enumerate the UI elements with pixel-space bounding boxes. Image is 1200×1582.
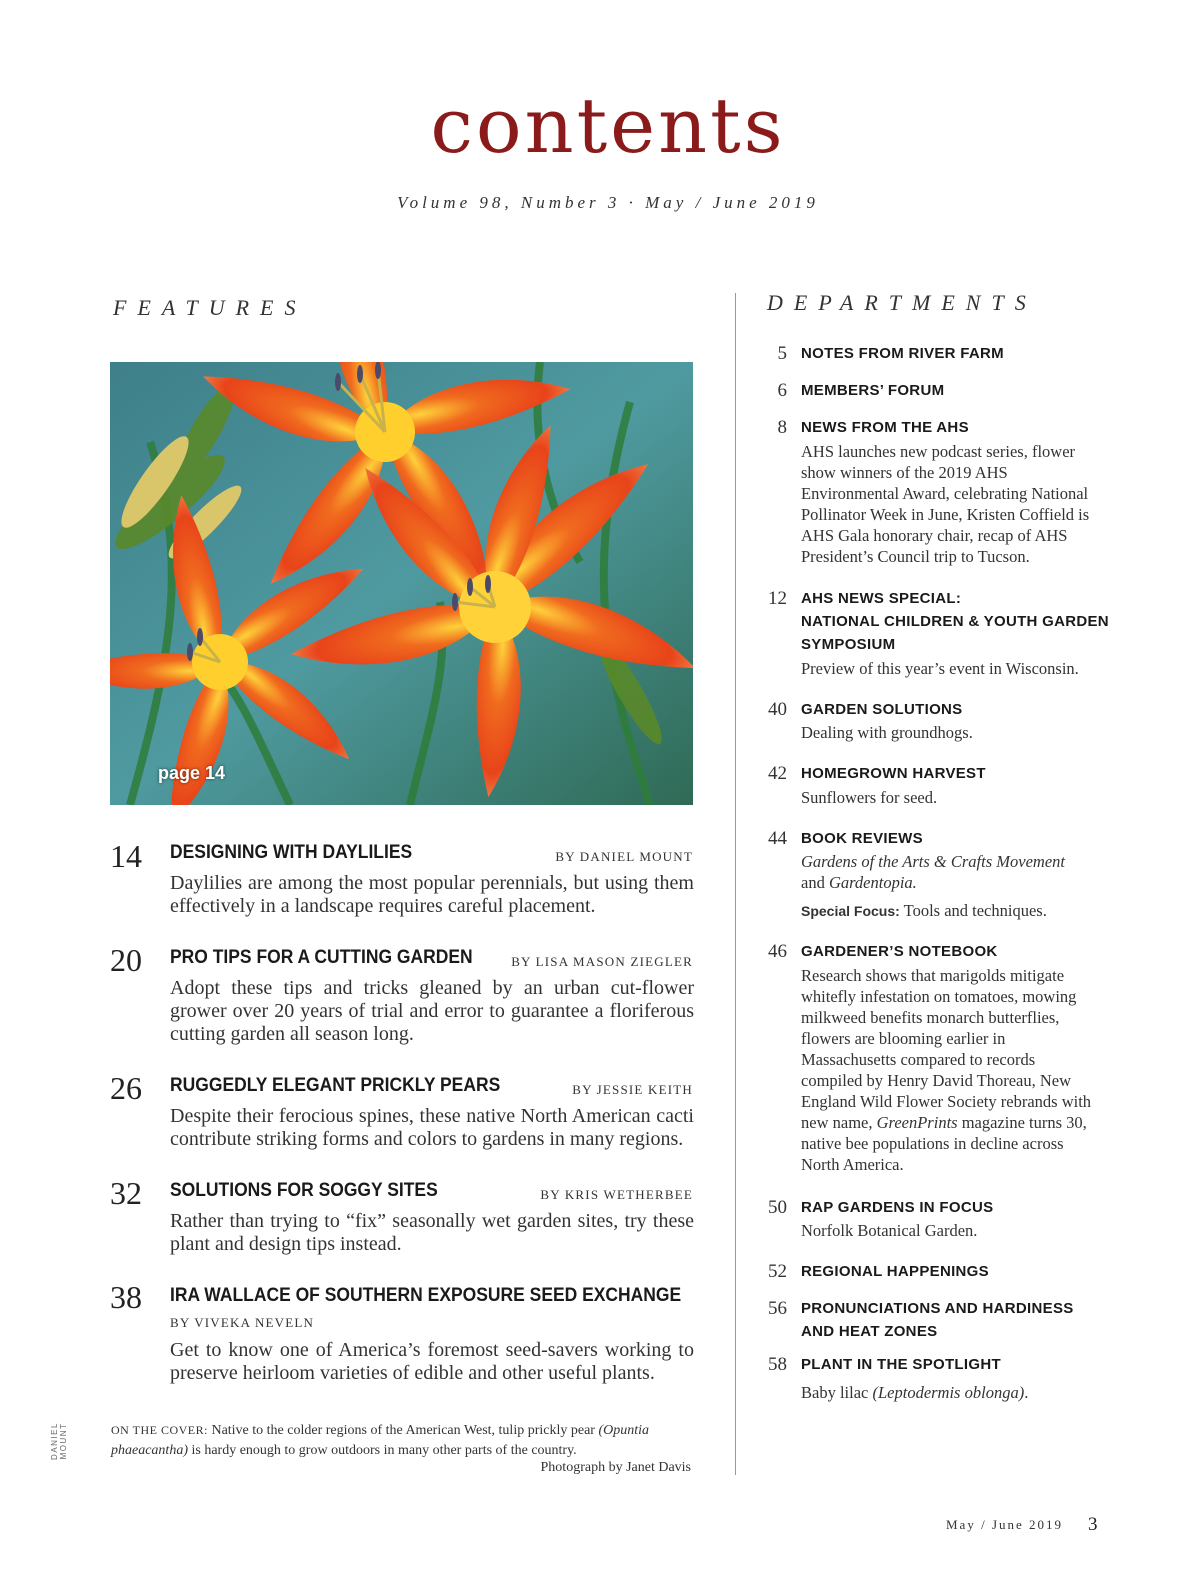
feature-title[interactable]: PRO TIPS FOR A CUTTING GARDEN (170, 947, 473, 968)
feature-title[interactable]: IRA WALLACE OF SOUTHERN EXPOSURE SEED EXCHANGE (170, 1285, 682, 1306)
department-description: Sunflowers for seed. (801, 788, 938, 807)
book-title: Gardens of the Arts & Crafts Movement (801, 852, 1065, 871)
page-title: contents (430, 81, 786, 170)
feature-page-number: 32 (110, 1175, 142, 1211)
department-title[interactable]: NEWS FROM THE AHS (801, 419, 969, 436)
feature-description: Daylilies are among the most popular perennials, but using them effectively in a landscape requires careful placement. (170, 872, 694, 917)
feature-title[interactable]: DESIGNING WITH DAYLILIES (170, 842, 413, 863)
column-divider (735, 293, 736, 1475)
department-title-line[interactable]: SYMPOSIUM (801, 636, 896, 653)
department-page-number: 6 (777, 380, 787, 401)
cover-species: (Opuntia phaeacantha) (111, 1423, 650, 1458)
photo-caption: page 14 (158, 763, 226, 783)
book-conjunction: and (801, 873, 829, 892)
department-title-line[interactable]: AND HEAT ZONES (801, 1323, 938, 1340)
notebook-text-end: magazine turns 30, native bee populations in decline across North America. (801, 1113, 1087, 1174)
daylily-illustration (110, 362, 693, 805)
feature-title[interactable]: SOLUTIONS FOR SOGGY SITES (170, 1180, 438, 1201)
department-description: Dealing with groundhogs. (801, 723, 973, 742)
magazine-title: GreenPrints (876, 1113, 958, 1132)
feature-page-number: 14 (110, 838, 142, 874)
feature-title[interactable]: RUGGEDLY ELEGANT PRICKLY PEARS (170, 1075, 501, 1096)
footer-date: May / June 2019 (946, 1517, 1064, 1532)
department-page-number: 50 (768, 1197, 787, 1218)
department-page-number: 40 (768, 699, 787, 720)
cover-text-end: is hardy enough to grow outdoors in many other parts of the country. (187, 1443, 577, 1458)
department-page-number: 56 (768, 1298, 787, 1319)
feature-description: Adopt these tips and tricks gleaned by an urban cut-flower grower over 20 years of trial and error to guarantee a floriferous cutting garden all season long. (170, 977, 694, 1045)
department-description (801, 851, 1101, 893)
department-page-number: 46 (768, 941, 787, 962)
department-title[interactable]: MEMBERS’ FORUM (801, 382, 945, 399)
book-title: Gardentopia. (828, 873, 917, 892)
cover-label: ON THE COVER: (111, 1423, 208, 1437)
department-title[interactable]: GARDENER’S NOTEBOOK (801, 943, 998, 960)
feature-description: Despite their ferocious spines, these native North American cacti contribute striking forms and colors to gardens in many regions. (170, 1105, 694, 1150)
spotlight-text: Baby lilac (801, 1383, 873, 1402)
department-title[interactable]: NOTES FROM RIVER FARM (801, 345, 1004, 362)
feature-page-number: 38 (110, 1279, 142, 1315)
cover-note (111, 1420, 693, 1461)
department-title[interactable]: RAP GARDENS IN FOCUS (801, 1199, 994, 1216)
cover-photo-credit: Photograph by Janet Davis (540, 1460, 691, 1475)
department-description (801, 1382, 1131, 1403)
feature-page-number: 20 (110, 942, 142, 978)
department-page-number: 5 (777, 343, 787, 364)
department-title[interactable]: AHS NEWS SPECIAL: (801, 590, 962, 607)
department-page-number: 8 (777, 417, 787, 438)
feature-description: Get to know one of America’s foremost seed-savers working to preserve heirloom varieties of edible and other useful plants. (170, 1339, 694, 1384)
department-title[interactable]: REGIONAL HAPPENINGS (801, 1263, 989, 1280)
footer-page-number: 3 (1088, 1514, 1098, 1535)
spotlight-text-end: . (1024, 1383, 1029, 1402)
department-title[interactable]: BOOK REVIEWS (801, 830, 923, 847)
feature-author: BY VIVEKA NEVELN (170, 1315, 315, 1330)
department-page-number: 42 (768, 763, 787, 784)
departments-heading: DEPARTMENTS (767, 290, 1037, 315)
department-description: AHS launches new podcast series, flower show winners of the 2019 AHS Environmental Award, celebrating National Pollinator Week in June, Kristen Coffield is AHS Gala honorary chair, recap of AHS President’s Council trip to Tucson. (801, 442, 1090, 566)
department-title[interactable]: HOMEGROWN HARVEST (801, 765, 986, 782)
feature-author: BY KRIS WETHERBEE (540, 1187, 693, 1202)
photo-credit: DANIEL MOUNT (50, 1422, 68, 1460)
special-focus (801, 900, 1121, 922)
spotlight-species: (Leptodermis oblonga) (872, 1383, 1025, 1402)
department-title-line[interactable]: NATIONAL CHILDREN & YOUTH GARDEN (801, 613, 1109, 630)
department-page-number: 12 (768, 588, 787, 609)
feature-author: BY JESSIE KEITH (572, 1082, 693, 1097)
feature-description: Rather than trying to “fix” seasonally wet garden sites, try these plant and design tips instead. (170, 1210, 694, 1255)
department-title[interactable]: PLANT IN THE SPOTLIGHT (801, 1356, 1001, 1373)
department-description: Norfolk Botanical Garden. (801, 1221, 978, 1240)
issue-line: Volume 98, Number 3 · May / June 2019 (397, 193, 819, 212)
feature-author: BY LISA MASON ZIEGLER (511, 954, 693, 969)
daylily-photo[interactable] (110, 362, 693, 805)
department-page-number: 52 (768, 1261, 787, 1282)
notebook-text: Research shows that marigolds mitigate whitefly infestation on tomatoes, mowing milkweed benefits monarch butterflies, flowers are blooming earlier in Massachusetts compared to records compiled by Henry David Thoreau, New England Wild Flower Society rebrands with new name, (801, 966, 1092, 1132)
department-page-number: 44 (768, 828, 787, 849)
cover-text: Native to the colder regions of the American West, tulip prickly pear (207, 1423, 599, 1438)
department-description (801, 965, 1093, 1175)
department-title[interactable]: GARDEN SOLUTIONS (801, 701, 963, 718)
feature-page-number: 26 (110, 1070, 142, 1106)
department-page-number: 58 (768, 1354, 787, 1375)
special-focus-label: Special Focus: (801, 903, 900, 919)
special-focus-text: Tools and techniques. (899, 901, 1047, 920)
features-heading: FEATURES (113, 295, 307, 320)
department-title[interactable]: PRONUNCIATIONS AND HARDINESS (801, 1300, 1074, 1317)
feature-author: BY DANIEL MOUNT (555, 849, 693, 864)
department-description: Preview of this year’s event in Wisconsin. (801, 659, 1079, 678)
